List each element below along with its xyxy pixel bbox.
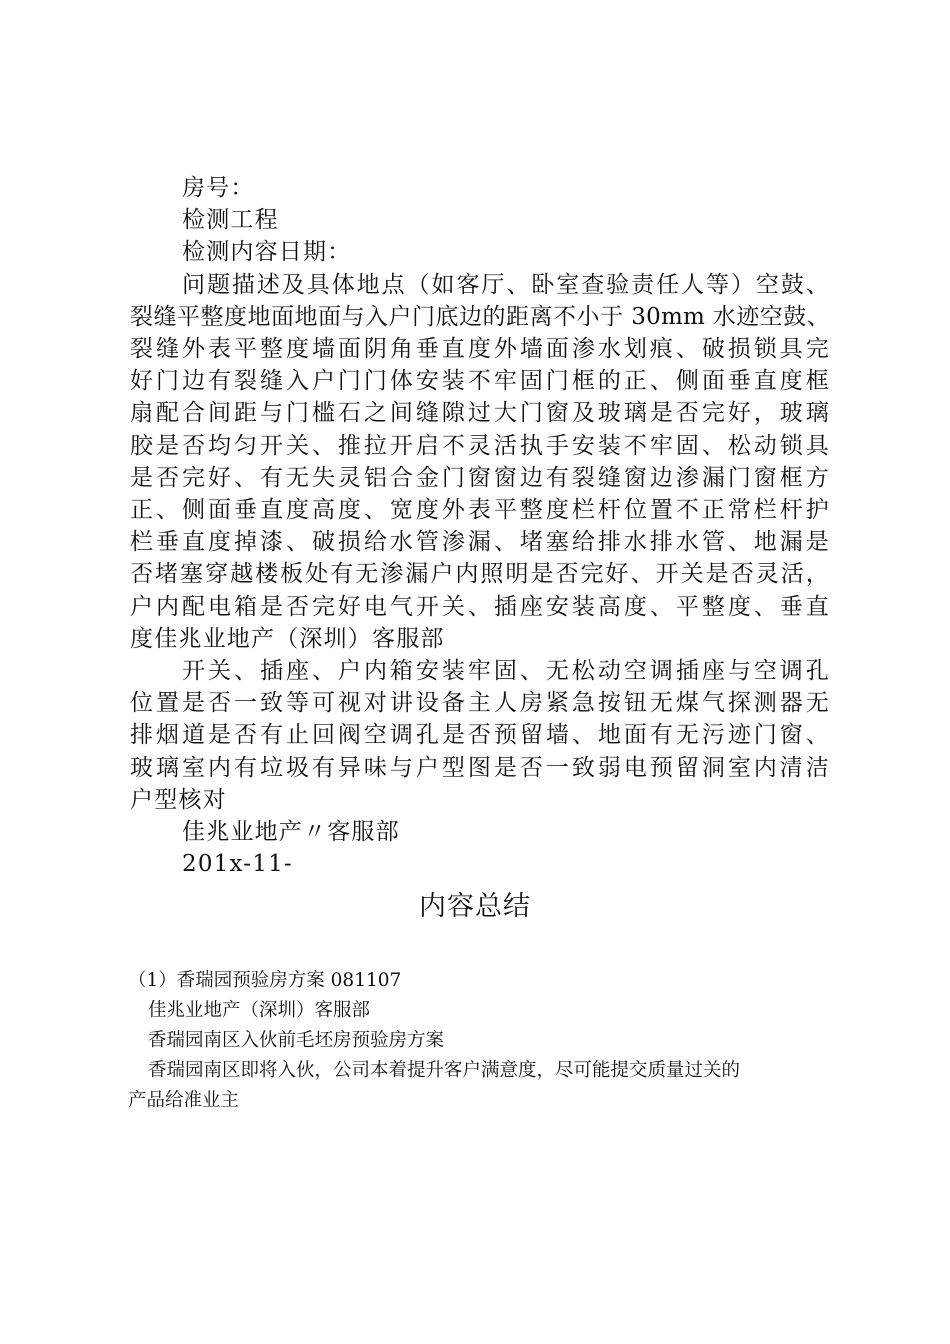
room-number-label: 房号： [182,175,255,201]
paragraph-line: 正、侧面垂直度高度、宽度外表平整度栏杆位置不正常栏杆护 [130,497,830,524]
summary-line: 产品给准业主 [128,1090,240,1111]
summary-line: 佳兆业地产（深圳）客服部 [148,1000,371,1021]
paragraph-line: 栏垂直度掉漆、破损给水管渗漏、堵塞给排水排水管、地漏是 [130,529,830,556]
paragraph-line: 否堵塞穿越楼板处有无渗漏户内照明是否完好、开关是否灵活， [130,561,830,588]
paragraph-line: 排烟道是否有止回阀空调孔是否预留墙、地面有无污迹门窗、 [130,722,830,749]
summary-line: （1）香瑞园预验房方案 081107 [128,970,402,991]
paragraph-line: 玻璃室内有垃圾有异味与户型图是否一致弱电预留洞室内清洁 [130,754,830,781]
paragraph-line: 好门边有裂缝入户门门体安装不牢固门框的正、侧面垂直度框 [130,368,830,395]
paragraph-line: 扇配合间距与门槛石之间缝隙过大门窗及玻璃是否完好，玻璃 [130,400,830,427]
summary-line: 香瑞园南区即将入伙，公司本着提升客户满意度，尽可能提交质量过关的 [148,1060,741,1081]
paragraph-line: 裂缝平整度地面地面与入户门底边的距离不小于 30mm 水迹空鼓、 [130,303,830,330]
signature: 佳兆业地产〃客服部 [182,819,400,846]
paragraph-line: 是否完好、有无失灵铝合金门窗窗边有裂缝窗边渗漏门窗框方 [130,464,830,491]
document-body [130,172,830,880]
paragraph-problem-description [130,269,830,655]
paragraph-line: 胶是否均匀开关、推拉开启不灵活执手安装不牢固、松动锁具 [130,432,830,459]
paragraph-line: 问题描述及具体地点（如客厅、卧室查验责任人等）空鼓、 [182,271,830,298]
summary-line: 香瑞园南区入伙前毛坯房预验房方案 [148,1030,445,1051]
paragraph-checklist [130,655,830,816]
paragraph-line: 户型核对 [130,786,227,813]
summary-section [128,966,818,1116]
paragraph-line: 开关、插座、户内箱安装牢固、无松动空调插座与空调孔 [182,658,830,685]
paragraph-line: 户内配电箱是否完好电气开关、插座安装高度、平整度、垂直 [130,593,830,620]
paragraph-line: 裂缝外表平整度墙面阴角垂直度外墙面渗水划痕、破损锁具完 [130,336,830,363]
summary-title: 内容总结 [419,891,531,922]
inspection-project-label: 检测工程 [182,207,279,234]
inspection-date-label: 检测内容日期： [182,239,352,266]
paragraph-line: 位置是否一致等可视对讲设备主人房紧急按钮无煤气探测器无 [130,690,830,717]
paragraph-line: 度佳兆业地产（深圳）客服部 [130,625,445,652]
document-date: 201x-11- [182,851,293,878]
